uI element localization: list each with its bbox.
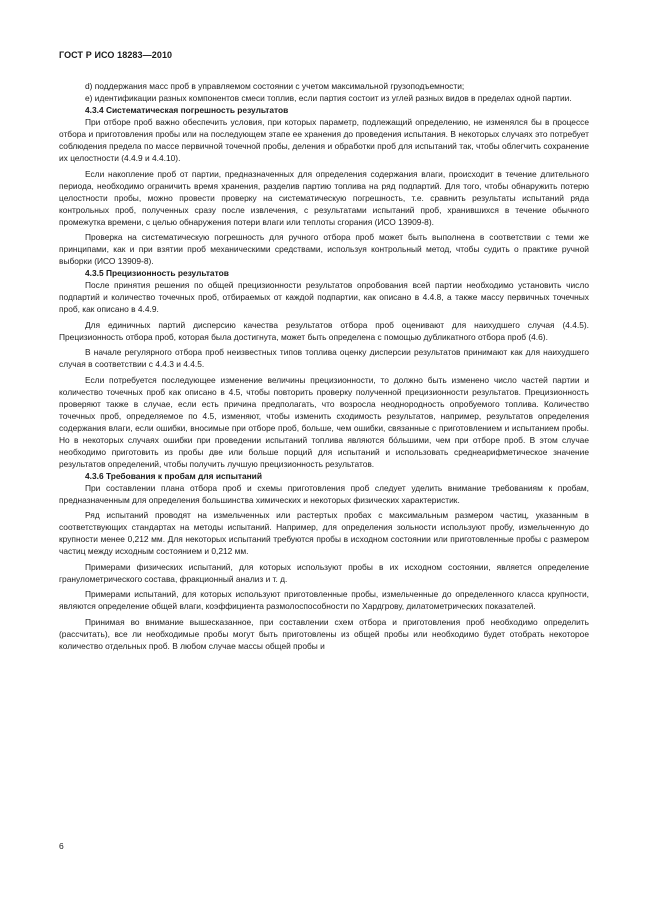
paragraph: Ряд испытаний проводят на измельченных или растертых пробах с максимальным размером частиц, указанным в соответствующих стандартах на методы испытаний. Например, для определения зольности используют пробу, измельченную до крупности менее 0,212 мм. Для некоторых испытаний требуются пробы в исходном состоянии или приготовленные пробы с размером частиц между исходным состоянием и 0,212 мм. (59, 510, 589, 556)
standard-header: ГОСТ Р ИСО 18283—2010 (59, 50, 173, 60)
paragraph: Если накопление проб от партии, предназначенных для определения содержания влаги, происходит в течение длительного периода, необходимо ограничить время хранения, разделив партию топлива на ряд подпартий. Для того, чтобы обнаружить потерю целостности пробы, можно провести проверку на систематическую погрешность, т.е. сравнить результаты испытаний ряда контрольных проб, полученных сразу после извлечения, с результатами испытаний проб, хранившихся в течение обычного промежутка времени, с целью обнаружения потери влаги или теплоты сгорания (ИСО 13909-8). (59, 168, 589, 227)
paragraph: Если потребуется последующее изменение величины прецизионности, то должно быть изменено число частей партии и количество точечных проб как описано в 4.5, чтобы повторить проверку полученной прецизионности результатов. Прецизионность проверяют также в случае, если есть причина предполагать, что возросла неоднородность опробуемого топлива. Количество точечных проб, определяемое по 4.5, изменяют, чтобы изменить сходимость результатов, например, результатов определения содержания влаги, если ошибки, вносимые при отборе проб, больше, чем ошибки, связанные с приготовлением и испытанием пробы. Но в некоторых случаях ошибки при проведении испытаний топлива являются бо́льшими, чем при отборе проб. В этом случае необходимо приготовить из пробы две или больше порций для испытаний и использовать среднеарифметическое значение результатов определений, чтобы получить лучшую прецизионность результатов. (59, 374, 589, 469)
paragraph: Примерами физических испытаний, для которых используют пробы в их исходном состоянии, является определение гранулометрического состава, фракционный анализ и т. д. (59, 561, 589, 584)
paragraph: При составлении плана отбора проб и схемы приготовления проб следует уделить внимание требованиям к пробам, предназначенным для определения большинства химических и некоторых физических характеристик. (59, 482, 589, 505)
paragraph: После принятия решения по общей прецизионности результатов опробования всей партии необходимо установить число подпартий и количество точечных проб, отбираемых от каждой подпартии, как описано в 4.4.8, а также массу первичных точечных проб, как описано в 4.4.9. (59, 280, 589, 314)
paragraph: В начале регулярного отбора проб неизвестных типов топлива оценку дисперсии результатов принимают как для наихудшего случая в соответствии с 4.4.3 и 4.4.5. (59, 347, 589, 369)
section-heading: 4.3.5 Прецизионность результатов (85, 268, 229, 278)
page-number: 6 (59, 841, 64, 851)
document-body (59, 80, 589, 652)
paragraph: Проверка на систематическую погрешность для ручного отбора проб может быть выполнена в соответствии с теми же принципами, как и при взятии проб механическими средствами, используя контрольный метод, чтобы судить о практике ручной выборки (ИСО 13909-8). (59, 232, 589, 266)
paragraph: Для единичных партий дисперсию качества результатов отбора проб оценивают для наихудшего случая (4.4.5). Прецизионность отбора проб, которая была достигнута, может быть определена с помощью дубликатного отбора проб (4.6). (59, 319, 589, 342)
section-heading: 4.3.4 Систематическая погрешность результатов (85, 105, 289, 115)
paragraph: d) поддержания масс проб в управляемом состоянии с учетом максимальной грузоподъемности; (85, 81, 465, 91)
paragraph: Принимая во внимание вышесказанное, при составлении схем отбора и приготовления проб необходимо определить (рассчитать), все ли необходимые пробы могут быть приготовлены из общей пробы или необходимо будет отобрать некоторое количество отдельных проб. В любом случае массы общей пробы и (59, 616, 589, 651)
paragraph: Примерами испытаний, для которых используют приготовленные пробы, измельченные до определенного класса крупности, являются определение общей влаги, коэффициента размолоспособности по Хардгрову, дилатометрических показателей. (59, 589, 589, 611)
paragraph: e) идентификации разных компонентов смеси топлив, если партия состоит из углей разных видов в пределах одной партии. (85, 93, 572, 103)
paragraph: При отборе проб важно обеспечить условия, при которых параметр, подлежащий определению, не изменялся бы в процессе отбора и приготовления пробы или на последующем этапе ее хранения до проведения испытания. В некоторых случаях это потребует соблюдения предела по массе первичной точечной пробы, деления и обработки проб для испытаний так, чтобы облегчить сохранение их целостности (4.4.9 и 4.4.10). (59, 117, 589, 163)
section-heading: 4.3.6 Требования к пробам для испытаний (85, 470, 262, 481)
